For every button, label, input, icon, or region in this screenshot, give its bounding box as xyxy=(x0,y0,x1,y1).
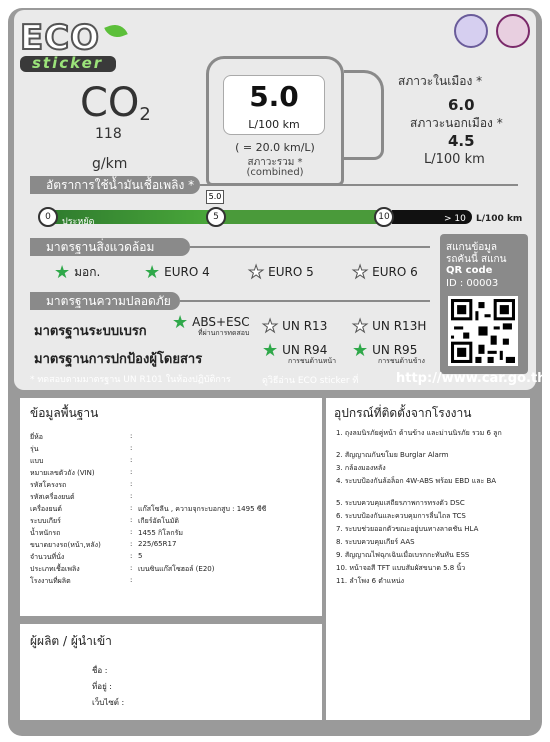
qr-label-1: สแกนข้อมูล xyxy=(446,242,498,253)
env-item-tis: ★ มอก. xyxy=(54,262,101,283)
website-link[interactable]: http://www.car.go.th xyxy=(396,371,547,386)
leaf-icon xyxy=(104,21,128,41)
equipment-item: 1. ถุงลมนิรภัยคู่หน้า ด้านข้าง และม่านนิรภัย รวม 6 ลูก xyxy=(336,429,502,437)
urban-value: 6.0 xyxy=(448,96,475,114)
occupant-protection-label: มาตรฐานการปกป้องผู้โดยสาร xyxy=(34,352,203,367)
spec-value: เบนซินแก๊สโซฮอล์ (E20) xyxy=(138,565,215,573)
spec-label: หมายเลขตัวถัง (VIN) xyxy=(30,469,95,477)
spec-colon: : xyxy=(130,456,133,464)
scale-end-label: > 10 xyxy=(444,214,466,224)
scale-tick-0: 0 xyxy=(38,207,58,227)
spec-colon: : xyxy=(130,516,133,524)
equipment-item: 9. สัญญาณไฟฉุกเฉินเมื่อเบรกกะทันหัน ESS xyxy=(336,551,470,559)
eco-sticker-logo xyxy=(20,18,130,70)
co2-value: 118 xyxy=(95,126,122,142)
spec-label: รหัสเครื่องยนต์ xyxy=(30,493,75,501)
r13-item: ★ UN R13 xyxy=(262,316,328,337)
spec-colon: : xyxy=(130,432,133,440)
urban-label: สภาวะในเมือง * xyxy=(398,74,483,88)
env-item-euro5: ★ EURO 5 xyxy=(248,262,314,283)
combined-kml: ( = 20.0 km/L) xyxy=(235,141,315,154)
logo-sticker-text: sticker xyxy=(32,54,104,72)
spec-value: 1455 กิโลกรัม xyxy=(138,529,183,537)
ministry-seal-icon xyxy=(496,14,530,48)
spec-label: รหัสโครงรถ xyxy=(30,481,67,489)
maker-name-label: ชื่อ : xyxy=(92,666,108,675)
spec-value: 5 xyxy=(138,552,143,560)
r95-item: ★ UN R95 xyxy=(352,340,418,361)
qr-code-pattern xyxy=(451,299,515,363)
equipment-item: 6. ระบบป้องกันและควบคุมการลื่นไถล TCS xyxy=(336,512,466,520)
pump-nozzle-icon xyxy=(344,70,384,160)
equipment-title: อุปกรณ์ที่ติดตั้งจากโรงงาน xyxy=(334,406,472,420)
spec-colon: : xyxy=(130,504,133,512)
spec-label: จำนวนที่นั่ง xyxy=(30,553,65,561)
combined-fuel-unit: L/100 km xyxy=(248,118,300,131)
spec-label: แบบ xyxy=(30,457,44,465)
safety-standards-title: มาตรฐานความปลอดภัย xyxy=(30,292,180,310)
maker-address-label: ที่อยู่ : xyxy=(92,682,113,691)
spec-colon: : xyxy=(130,480,133,488)
spec-colon: : xyxy=(130,564,133,572)
star-empty-icon: ★ xyxy=(352,316,369,337)
spec-value: แก๊สโซลีน , ความจุกระบอกสูบ : 1495 ซีซี xyxy=(138,505,267,513)
equipment-item: 10. หน้าจอสี TFT แบบสัมผัสขนาด 5.8 นิ้ว xyxy=(336,564,466,572)
divider xyxy=(180,300,430,302)
spec-colon: : xyxy=(130,552,133,560)
basic-info-title: ข้อมูลพื้นฐาน xyxy=(30,406,99,420)
combined-label-en: (combined) xyxy=(246,167,304,178)
qr-code-icon[interactable] xyxy=(448,296,518,366)
combined-label-th: สภาวะรวม * xyxy=(247,157,303,168)
maker-website-label: เว็บไซต์ : xyxy=(92,698,125,707)
equipment-item: 5. ระบบควบคุมเสถียรภาพการทรงตัว DSC xyxy=(336,499,465,507)
r94-item: ★ UN R94 xyxy=(262,340,328,361)
r95-sub: การชนด้านข้าง xyxy=(378,357,425,365)
equipment-item: 2. สัญญาณกันขโมย Burglar Alarm xyxy=(336,451,449,459)
fuel-marker: 5.0 xyxy=(206,190,224,204)
spec-label: ประเภทเชื้อเพลิง xyxy=(30,565,80,573)
read-guide-text: ดูวิธีอ่าน ECO sticker ที่ xyxy=(262,376,359,386)
equipment-item: 3. กล้องมองหลัง xyxy=(336,464,386,472)
scale-tick-10: 10 xyxy=(374,207,394,227)
star-empty-icon: ★ xyxy=(248,262,265,283)
scale-start-label: ประหยัด xyxy=(62,217,95,227)
spec-value: เกียร์อัตโนมัติ xyxy=(138,517,179,525)
spec-label: ระบบเกียร์ xyxy=(30,517,61,525)
qr-label-2: รถคันนี้ สแกน xyxy=(446,254,507,265)
pump-display xyxy=(223,75,325,135)
spec-colon: : xyxy=(130,444,133,452)
r13h-item: ★ UN R13H xyxy=(352,316,427,337)
spec-value: 225/65R17 xyxy=(138,540,177,548)
spec-colon: : xyxy=(130,528,133,536)
star-filled-icon: ★ xyxy=(262,340,279,361)
scale-tick-5: 5 xyxy=(206,207,226,227)
fuel-pump-graphic xyxy=(206,56,344,186)
star-filled-icon: ★ xyxy=(352,340,369,361)
logo-eco-text: ECO xyxy=(20,18,101,58)
brake-standard-label: มาตรฐานระบบเบรก xyxy=(34,324,147,339)
spec-label: ขนาดยางรถ(หน้า,หลัง) xyxy=(30,541,101,549)
qr-label-3: QR code xyxy=(446,265,493,276)
env-standards-title: มาตรฐานสิ่งแวดล้อม xyxy=(30,238,190,256)
abs-esc-sub: ที่ผ่านการทดสอบ xyxy=(198,329,250,337)
spec-colon: : xyxy=(130,468,133,476)
star-empty-icon: ★ xyxy=(352,262,369,283)
equipment-item: 7. ระบบช่วยออกตัวขณะอยู่บนทางลาดชัน HLA xyxy=(336,525,479,533)
government-seal-icon xyxy=(454,14,488,48)
divider xyxy=(190,246,430,248)
spec-label: รุ่น xyxy=(30,445,39,453)
env-item-euro6: ★ EURO 6 xyxy=(352,262,418,283)
equipment-item: 8. ระบบควบคุมเกียร์ AAS xyxy=(336,538,415,546)
test-note: * ทดสอบตามมาตรฐาน UN R101 ในห้องปฏิบัติการ xyxy=(30,375,231,385)
spec-label: น้ำหนักรถ xyxy=(30,529,61,537)
spec-colon: : xyxy=(130,540,133,548)
equipment-item: 11. ลำโพง 6 ตำแหน่ง xyxy=(336,577,405,585)
abs-esc-item: ★ ABS+ESC xyxy=(172,312,250,333)
r94-sub: การชนด้านหน้า xyxy=(288,357,337,365)
qr-id: ID : 00003 xyxy=(446,278,499,289)
scale-unit: L/100 km xyxy=(476,214,523,224)
spec-colon: : xyxy=(130,576,133,584)
fuel-scale-title: อัตราการใช้น้ำมันเชื้อเพลิง * xyxy=(30,176,200,194)
co2-unit: g/km xyxy=(92,156,128,172)
maker-title: ผู้ผลิต / ผู้นำเข้า xyxy=(30,634,112,648)
star-filled-icon: ★ xyxy=(172,312,189,333)
extra-urban-label: สภาวะนอกเมือง * xyxy=(410,116,503,130)
star-empty-icon: ★ xyxy=(262,316,279,337)
equipment-item: 4. ระบบป้องกันล้อล็อก 4W-ABS พร้อม EBD และ BA xyxy=(336,477,497,485)
star-filled-icon: ★ xyxy=(144,262,161,283)
spec-colon: : xyxy=(130,492,133,500)
env-item-euro4: ★ EURO 4 xyxy=(144,262,210,283)
star-filled-icon: ★ xyxy=(54,262,71,283)
spec-label: โรงงานที่ผลิต xyxy=(30,577,71,585)
extra-urban-value: 4.5 xyxy=(448,132,475,150)
co2-label: $CO_2$ xyxy=(80,80,151,126)
divider xyxy=(200,184,518,186)
spec-label: ยี่ห้อ xyxy=(30,433,43,441)
combined-fuel-value: 5.0 xyxy=(249,80,299,113)
spec-label: เครื่องยนต์ xyxy=(30,505,62,513)
extra-urban-unit: L/100 km xyxy=(424,152,485,167)
